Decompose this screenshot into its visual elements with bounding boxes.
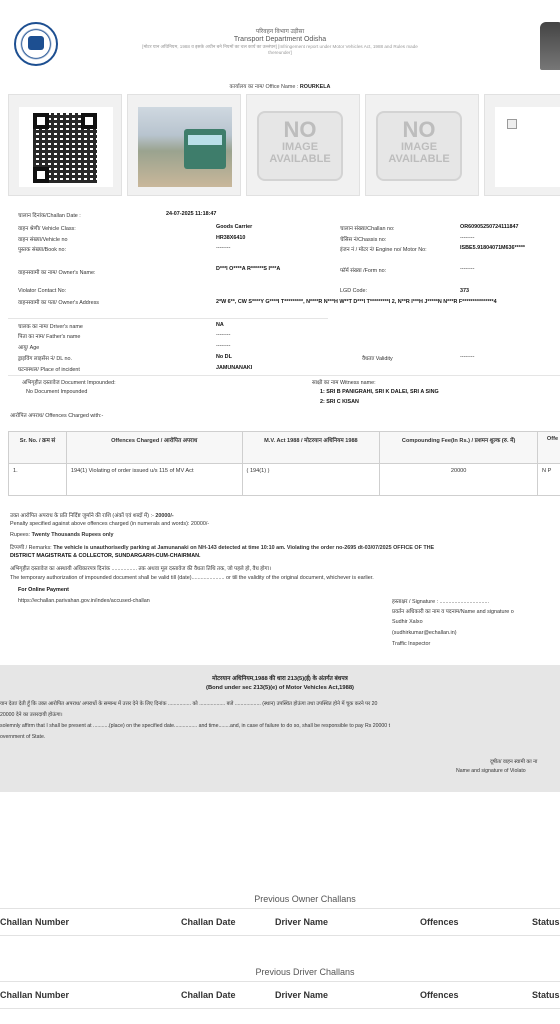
truck-image <box>184 129 226 169</box>
previous-driver-challans-header <box>0 981 560 1009</box>
header-tiny-line1: [मोटर यान अधिनियम, 1988 व इसके अधीन बने नियमों का चल कार्य का उल्लंघन] [Infringement report under Motor Vehicles Act, 1988 and Rules made <box>142 44 418 49</box>
divider <box>8 318 328 319</box>
challan-date-value: 24-07-2025 11:18:47 <box>166 211 217 217</box>
dl-no-label: ड्राइविंग लाइसेंस नं/ DL no. <box>18 356 73 362</box>
col-driver-name[interactable]: Driver Name <box>275 917 329 927</box>
validity-value: -------- <box>460 354 475 360</box>
dept-hindi: परिवहन विभाग उड़ीसा <box>255 29 305 35</box>
impound-label: अभिगृहीत दस्तावेज Document Impounded: <box>22 380 116 386</box>
dept-english: Transport Department Odisha <box>233 36 327 43</box>
lgd-code-label: LGD Code: <box>340 288 367 294</box>
witness-1: 1: SRI B PANIGRAHI, SRI K DALEI, SRI A SING <box>320 389 439 395</box>
officer-email[interactable]: (sudhirkumar@echallan.in) <box>392 630 457 636</box>
book-no-label: पुस्तक संख्या/Book no: <box>18 247 66 253</box>
rupees-value: Twenty Thousands Rupees only <box>31 532 114 538</box>
officer-role: Traffic Inspector <box>392 641 431 647</box>
bond-title-hindi: मोटरयान अधिनियम,1988 की धारा 213(5)(ई) के अंतर्गत बंधपत्र <box>212 676 348 682</box>
vehicle-photo[interactable] <box>138 107 232 187</box>
cell-offence: 194(1) Violating of order issued u/s 115 of MV Act <box>66 464 242 496</box>
father-name-value: -------- <box>216 332 231 338</box>
bond-section <box>0 665 560 792</box>
signature-label: हस्ताक्षर / Signature : ................................. <box>392 599 489 605</box>
challan-date-label: चालान दिनांक/Challan Date : <box>18 213 81 219</box>
bond-title-english: (Bond under sec 213(5)(e) of Motor Vehicles Act,1988) <box>206 685 354 691</box>
header-tiny-line2: thereunder] <box>268 50 292 55</box>
cell-mv-act: ( 194(1) ) <box>242 464 380 496</box>
temp-auth-english: The temporary authorization of impounded document shall be valid till (date)...................... or till the validity of the original document, whichever is earlier. <box>10 575 374 581</box>
offences-charged-label: आरोपित अपराध/ Offences Charged with:- <box>10 413 104 419</box>
witness-2: 2: SRI C KISAN <box>320 399 359 405</box>
remarks-value: The vehicle is unauthorisedly parking at Jamunanaki on NH-143 detected at time 10:10 am. Violating the order no-2695 dt-03/07/2025 OFFICE OF THE <box>53 545 435 551</box>
divider <box>8 375 560 376</box>
cell-sr-no: 1. <box>9 464 67 496</box>
vehicle-photo-tile <box>127 94 241 196</box>
col-challan-date[interactable]: Challan Date <box>181 917 236 927</box>
qr-tile <box>8 94 122 196</box>
lgd-code-value: 373 <box>460 288 469 294</box>
online-payment-link[interactable]: https://echallan.parivahan.gov.in/index/accused-challan <box>18 598 150 604</box>
vehicle-class-label: वाहन श्रेणी/ Vehicle Class: <box>18 226 76 232</box>
form-no-label: फॉर्म संख्या /Form no: <box>340 268 387 274</box>
cell-more: N P <box>537 464 560 496</box>
previous-driver-challans-title: Previous Driver Challans <box>255 967 355 977</box>
dl-no-value: No DL <box>216 354 232 360</box>
cell-fee: 20000 <box>380 464 538 496</box>
remarks-value-2: DISTRICT MAGISTRATE & COLLECTOR, SUNDARGARH-CUM-CHAIRMAN. <box>10 553 201 559</box>
chassis-value: -------- <box>460 235 475 241</box>
place-value: JAMUNANAKI <box>216 365 253 371</box>
qr-code[interactable] <box>19 107 113 187</box>
violator-sign-english: Name and signature of Violato <box>456 768 526 774</box>
father-name-label: पिता का नाम/ Father's name <box>18 334 81 340</box>
col-offences[interactable]: Offences <box>420 990 459 1000</box>
challan-no-value: OR60905250724111847 <box>460 224 519 230</box>
witness-label: साक्षी का नाम Witness name: <box>312 380 376 386</box>
penalty-english: Penalty specified against above offences charged (in numerals and words): 20000/- <box>10 521 210 527</box>
col-offences[interactable]: Offences <box>420 917 459 927</box>
violator-sign-hindi: दूषीत/ वाहन स्वामी का ना <box>490 759 538 765</box>
offence-table <box>8 431 560 496</box>
col-status[interactable]: Status <box>532 917 560 927</box>
driver-name-value: NA <box>216 322 224 328</box>
impound-value: No Document Impounded <box>26 389 88 395</box>
remarks-line: टिप्पणी / Remarks: The vehicle is unauthorisedly parking at Jamunanaki on NH-143 detected at time 10:10 am. Violating the order no-2695 dt-03/07/2025 OFFICE OF THE <box>10 545 435 551</box>
offence-table-header <box>9 432 560 464</box>
col-status[interactable]: Status <box>532 990 560 1000</box>
col-challan-number[interactable]: Challan Number <box>0 990 70 1000</box>
no-image-tile-1 <box>246 94 360 196</box>
broken-image-icon <box>507 119 517 129</box>
bond-line-3: solemnly affirm that I shall be present at ...........(place) on the specified date................ and time........and, in case of failure to do so, shall be responsible to pay Rs 20000 t <box>0 723 391 729</box>
place-label: घटनास्थल/ Place of incident <box>18 367 80 373</box>
penalty-hindi-amount: 20000/- <box>155 513 174 519</box>
owner-name-value: D***I O****A R******S I***A <box>216 266 281 272</box>
vehicle-class-value: Goods Carrier <box>216 224 253 230</box>
col-challan-number[interactable]: Challan Number <box>0 917 70 927</box>
officer-title: प्रवर्तन अधिकारी का नाम व पदनाम/Name and signature o <box>392 609 514 615</box>
officer-name: Sudhir Xalxo <box>392 619 423 625</box>
broken-image-tile <box>484 94 560 196</box>
form-no-value: -------- <box>460 266 475 272</box>
chassis-label: चेसिस नं/Chassis no: <box>340 237 387 243</box>
national-emblem-icon <box>540 22 560 70</box>
no-image-placeholder[interactable]: NO IMAGE AVAILABLE <box>257 111 343 181</box>
office-label: कार्यालय का नाम/ Office Name : <box>229 84 299 90</box>
broken-image[interactable] <box>495 107 560 187</box>
engine-value: ISBE5.91804071M636***** <box>460 245 526 251</box>
office-name <box>0 82 560 90</box>
vehicle-no-value: HR38X6410 <box>216 235 246 241</box>
no-image-tile-2 <box>365 94 479 196</box>
odisha-transport-logo <box>14 22 58 66</box>
no-image-placeholder[interactable]: NO IMAGE AVAILABLE <box>376 111 462 181</box>
bond-line-4: overnment of State. <box>0 734 46 740</box>
age-label: आयु/ Age <box>18 345 40 351</box>
bond-line-1: यान देता/ देती हूँ कि उक्त आरोपित अपराध/ अपराधों के सम्बन्ध में उत्तर देने के लिए दिनांक ................ को .................. बजे .................. (स्थान) उपस्थित होऊंगा तथा उपस्थित होने में चूक करने पर 20 <box>0 701 378 707</box>
table-row <box>9 464 560 496</box>
violator-contact-label: Violator Contact No: <box>18 288 67 294</box>
challan-no-label: चालान संख्या/Challan no: <box>340 226 395 232</box>
rupees-line: Rupees: Twenty Thousands Rupees only <box>10 532 114 538</box>
owner-name-label: वाहनस्वामी का नाम/ Owner's Name: <box>18 270 96 276</box>
validity-label: वैधता/ Validity <box>362 356 393 362</box>
col-challan-date[interactable]: Challan Date <box>181 990 236 1000</box>
evidence-images <box>8 94 560 198</box>
bond-line-2: 20000 देने का उत्तरदायी होऊंगा। <box>0 712 63 718</box>
header-text <box>130 28 430 56</box>
col-mv-act: M.V. Act 1988 / मोटरयान अधिनियम 1988 <box>242 432 380 464</box>
driver-name-label: चालक का नाम/ Driver's name <box>18 324 83 330</box>
temp-auth-hindi: अभिगृहीत दस्तावेज का अस्थायी अधिकारपत्र दिनांक ................. तक अथवा मूल दस्तावेज की वैधता तिथि तक, जो पहले हो, वैध होगा। <box>10 566 272 572</box>
penalty-hindi: उक्त आरोपित अपराध के प्रति निर्दिष्ट जुर्माने की राशि (अंकों एवं शब्दों में) :- 20000/- <box>10 513 174 519</box>
col-sr-no: Sr. No. / क्रम सं <box>9 432 67 464</box>
col-offences: Offences Charged / आरोपित अपराध <box>66 432 242 464</box>
age-value: -------- <box>216 343 231 349</box>
previous-owner-challans-title: Previous Owner Challans <box>254 894 356 904</box>
office-value: ROURKELA <box>299 84 331 90</box>
vehicle-no-label: वाहन संख्या/Vehicle no <box>18 237 68 243</box>
document-header <box>0 0 560 80</box>
col-driver-name[interactable]: Driver Name <box>275 990 329 1000</box>
owner-address-value: 2*W 6**, CW S****Y G****I T*********, N****R N***H W**T D***I T*********I 2, N**R I***H J*****N N***R F***************4 <box>216 299 497 305</box>
online-payment-label: For Online Payment <box>18 587 69 593</box>
col-compounding-fee: Compounding Fee(In Rs.) / प्रशमन शुल्क (रु. में) <box>380 432 538 464</box>
book-no-value: -------- <box>216 245 231 251</box>
engine-label: इंजन नं / मोटर नं/ Engine no/ Motor No: <box>340 247 427 253</box>
col-offence-more: Offe <box>537 432 560 464</box>
owner-address-label: वाहनस्वामी का पता/ Owner's Address <box>18 300 99 306</box>
previous-owner-challans-header <box>0 908 560 936</box>
